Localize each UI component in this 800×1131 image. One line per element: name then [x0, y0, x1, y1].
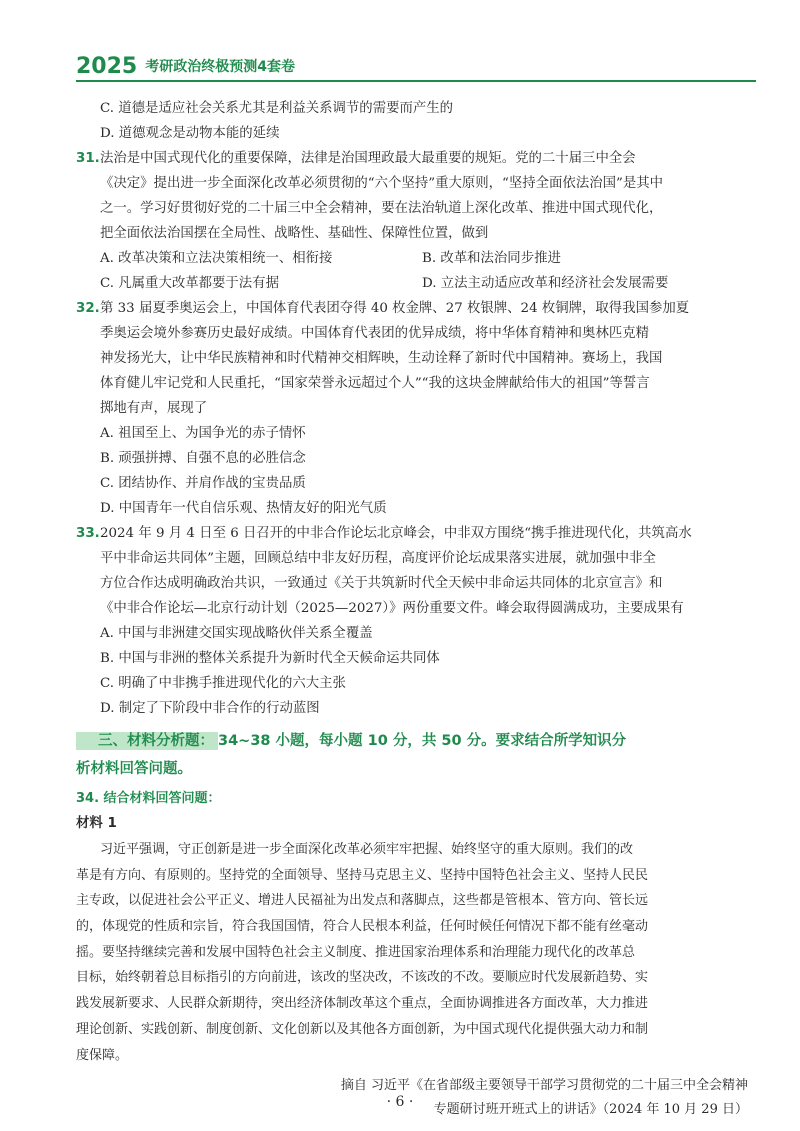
- section-instructions: 34~38 小题，每小题 10 分，共 50 分。要求结合所学知识分: [218, 733, 627, 749]
- option-d: D. 中国青年一代自信乐观、热情友好的阳光气质: [100, 501, 387, 516]
- section-heading: [76, 727, 748, 783]
- material-line: 革是有方向、有原则的。坚持党的全面领导、坚持马克思主义、坚持中国特色社会主义、坚持人民民: [76, 867, 649, 883]
- option-a: A. 改革决策和立法决策相统一、相衔接: [100, 251, 333, 266]
- page-header: [76, 52, 756, 82]
- material-text: [76, 837, 748, 1068]
- section-label: 三、材料分析题：: [76, 732, 218, 750]
- question-34-title: 34. 结合材料回答问题：: [76, 791, 221, 806]
- question-text: 第 33 届夏季奥运会上，中国体育代表团夺得 40 枚金牌、27 枚银牌、24 枚铜牌，取得我国参加夏: [100, 301, 690, 316]
- option-c: C. 团结协作、并肩作战的宝贵品质: [100, 476, 306, 491]
- previous-question-options: [76, 96, 748, 146]
- question-text: 平中非命运共同体”主题，回顾总结中非友好历程，高度评价论坛成果落实进展，就加强中非全: [100, 551, 656, 566]
- question-text: 把全面依法治国摆在全局性、战略性、基础性、保障性位置，做到: [100, 226, 489, 241]
- material-line: 践发展新要求、人民群众新期待，突出经济体制改革这个重点，全面协调推进各方面改革，大力推进: [76, 996, 649, 1012]
- material-line: 习近平强调，守正创新是进一步全面深化改革必须牢牢把握、始终坚守的重大原则。我们的改: [100, 842, 634, 857]
- material-line: 度保障。: [76, 1047, 129, 1063]
- option-c: C. 凡属重大改革都要于法有据: [100, 276, 279, 291]
- question-text: 法治是中国式现代化的重要保障，法律是治国理政最大最重要的规矩。党的二十届三中全会: [100, 151, 636, 166]
- option-a: A. 祖国至上、为国争光的赤子情怀: [100, 426, 306, 441]
- question-number: 32.: [76, 301, 100, 316]
- option-b: B. 改革和法治同步推进: [422, 251, 561, 266]
- option-a: A. 中国与非洲建交国实现战略伙伴关系全覆盖: [100, 626, 373, 641]
- question-text: 《中非合作论坛—北京行动计划（2025—2027）》两份重要文件。峰会取得圆满成功，主要成果有: [100, 601, 684, 616]
- option-c: C. 明确了中非携手推进现代化的六大主张: [100, 676, 346, 691]
- header-year: 2025: [76, 54, 138, 79]
- page-content: [76, 96, 748, 1122]
- page-number: · 6 ·: [386, 1094, 414, 1110]
- material-line: 目标，始终朝着总目标指引的方向前进，该改的坚决改，不该改的不改。要顺应时代发展新趋势、实: [76, 970, 649, 986]
- header-title: 考研政治终极预测4套卷: [145, 59, 295, 75]
- question-text: 神发扬光大，让中华民族精神和时代精神交相辉映，生动诠释了新时代中国精神。赛场上，我国: [100, 351, 663, 366]
- question-33: [76, 521, 748, 721]
- question-text: 掷地有声，展现了: [100, 401, 208, 416]
- material-line: 理论创新、实践创新、制度创新、文化创新以及其他各方面创新，为中国式现代化提供强大动力和制: [76, 1021, 649, 1037]
- material-line: 的，体现党的性质和宗旨，符合我国国情，符合人民根本利益，任何时候任何情况下都不能有丝毫动: [76, 919, 649, 935]
- question-text: 2024 年 9 月 4 日至 6 日召开的中非合作论坛北京峰会，中非双方围绕“携手推进现代化，共筑高水: [100, 526, 692, 541]
- section-instructions-cont: 析材料回答问题。: [76, 761, 192, 777]
- option-c: C. 道德是适应社会关系尤其是利益关系调节的需要而产生的: [100, 101, 454, 116]
- material-line: 主专政，以促进社会公平正义、增进人民福祉为出发点和落脚点，这些都是管根本、管方向、管长远: [76, 893, 649, 909]
- question-text: 季奥运会境外参赛历史最好成绩。中国体育代表团的优异成绩，将中华体育精神和奥林匹克精: [100, 326, 650, 341]
- question-32: [76, 296, 748, 521]
- material-title: 材料 1: [76, 816, 117, 831]
- option-d: D. 道德观念是动物本能的延续: [100, 126, 280, 141]
- question-31: [76, 146, 748, 296]
- option-d: D. 制定了下阶段中非合作的行动蓝图: [100, 701, 320, 716]
- question-text: 之一。学习好贯彻好党的二十届三中全会精神，要在法治轨道上深化改革、推进中国式现代化，: [100, 201, 663, 216]
- material-line: 摇。要坚持继续完善和发展中国特色社会主义制度、推进国家治理体系和治理能力现代化的改革总: [76, 944, 636, 960]
- question-text: 体育健儿牢记党和人民重托，“国家荣誉永远超过个人”“我的这块金牌献给伟大的祖国”等誓言: [100, 376, 650, 391]
- source-line: 摘自 习近平《在省部级主要领导干部学习贯彻党的二十届三中全会精神: [340, 1078, 748, 1094]
- question-text: 方位合作达成明确政治共识，一致通过《关于共筑新时代全天候中非命运共同体的北京宣言》和: [100, 576, 663, 591]
- option-d: D. 立法主动适应改革和经济社会发展需要: [422, 276, 669, 291]
- option-b: B. 顽强拼搏、自强不息的必胜信念: [100, 451, 306, 466]
- option-b: B. 中国与非洲的整体关系提升为新时代全天候命运共同体: [100, 651, 440, 666]
- question-number: 31.: [76, 151, 100, 166]
- source-line: 专题研讨班开班式上的讲话》（2024 年 10 月 29 日）: [433, 1102, 748, 1118]
- question-text: 《决定》提出进一步全面深化改革必须贯彻的“六个坚持”重大原则，“坚持全面依法治国”是其中: [100, 176, 664, 191]
- question-number: 33.: [76, 526, 100, 541]
